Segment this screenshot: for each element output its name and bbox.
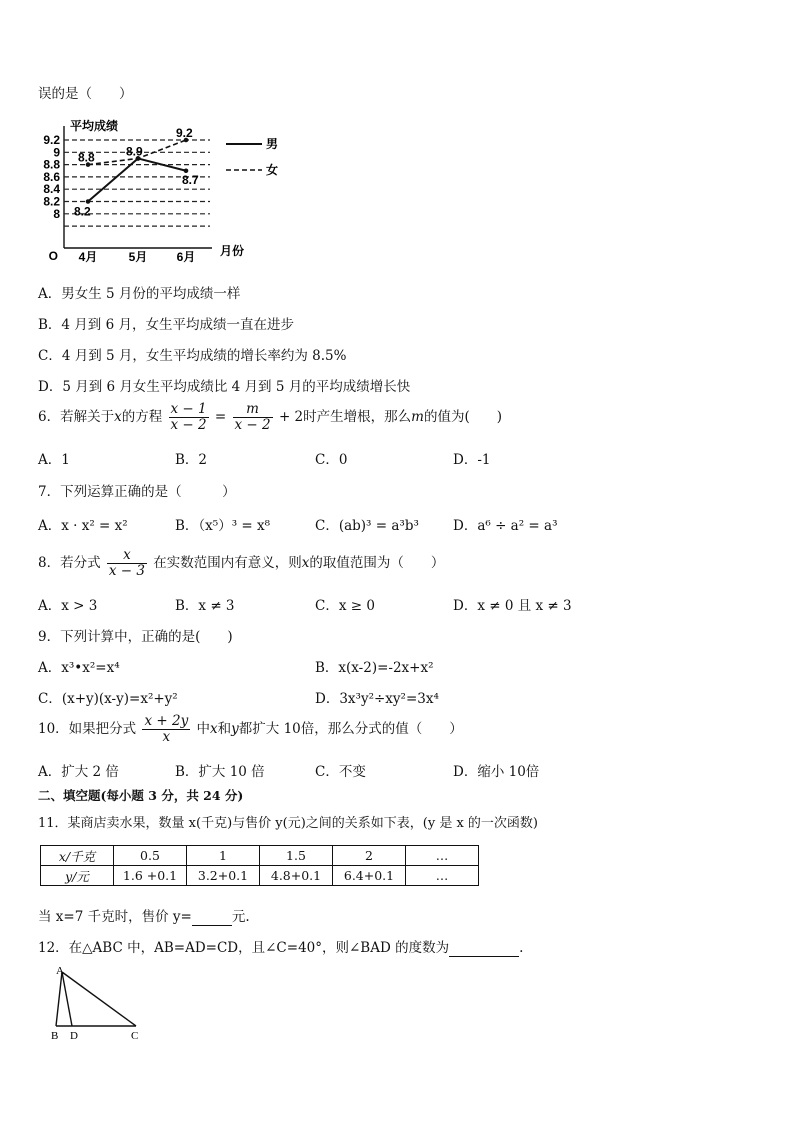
data-point-male — [86, 199, 91, 204]
y-tick-label: 8.2 — [43, 194, 60, 209]
q7-stem: 7．下列运算正确的是（ ） — [38, 484, 236, 500]
y-tick-label: 8.6 — [43, 169, 60, 184]
y-tick-label: 8.4 — [43, 182, 60, 197]
q5-option-a: A．男女生 5 月份的平均成绩一样 — [38, 286, 241, 302]
q5-line-chart — [30, 118, 290, 268]
q11-table — [40, 845, 479, 886]
data-label: 8.9 — [126, 144, 143, 159]
vertex-label-d: D — [70, 1030, 78, 1042]
q5-option-c: C．4 月到 5 月，女生平均成绩的增长率约为 8.5% — [38, 348, 347, 364]
data-label: 8.2 — [74, 204, 91, 219]
y-tick-label: 8 — [53, 206, 60, 221]
q9-stem: 9．下列计算中，正确的是( ) — [38, 629, 233, 645]
vertex-label-b: B — [51, 1030, 59, 1042]
table-row: y/元 1.6 +0.1 3.2+0.1 4.8+0.1 6.4+0.1 … — [41, 866, 479, 886]
q6-stem: 6．若解关于x的方程 $\frac{x - 1}{x - 2}$ = $\frac{m}{x - 2}$ + 2时产生增根，那么m的值为( ) — [38, 401, 502, 433]
vertex-label-c: C — [131, 1030, 139, 1042]
q10-stem: 10．如果把分式 $\frac{x + 2y}{x}$ 中x和y都扩大 10倍，那么分式的值（ ） — [38, 713, 463, 745]
origin-label: O — [48, 249, 58, 263]
x-tick-label: 6月 — [176, 250, 196, 264]
answer-blank — [449, 940, 519, 957]
y-tick-label: 9 — [53, 145, 60, 160]
section-heading: 二、填空题(每小题 3 分，共 24 分) — [38, 788, 244, 803]
legend-label-female: 女 — [266, 163, 279, 177]
q12-triangle-figure — [48, 962, 148, 1046]
y-tick-label: 8.8 — [43, 157, 60, 172]
q8-stem: 8．若分式 $\frac{x}{x - 3}$ 在实数范围内有意义，则x的取值范围为（ ） — [38, 547, 445, 579]
y-axis-label: 平均成绩 — [70, 119, 119, 133]
segment-ac — [62, 972, 136, 1026]
y-tick-label: 9.2 — [43, 133, 60, 147]
q10-fraction: $\frac{x + 2y}{x}$ — [144, 713, 189, 745]
q8-fraction: $\frac{x}{x - 3}$ — [108, 547, 145, 579]
data-label: 9.2 — [176, 126, 193, 140]
segment-ab — [56, 972, 62, 1026]
segment-ad — [62, 972, 72, 1026]
q11-answer: 当 x=7 千克时，售价 y= 元. — [38, 909, 250, 925]
q5-option-b: B．4 月到 6 月，女生平均成绩一直在进步 — [38, 317, 294, 333]
data-label: 8.8 — [78, 150, 95, 165]
x-tick-label: 5月 — [128, 250, 148, 264]
q6-fraction-1: $\frac{x - 1}{x - 2}$ — [170, 401, 207, 433]
x-axis-label: 月份 — [220, 244, 245, 258]
q12-stem: 12．在△ABC 中，AB=AD=CD，且∠C=40°，则∠BAD 的度数为 . — [38, 940, 524, 956]
q11-stem: 11．某商店卖水果，数量 x(千克)与售价 y(元)之间的关系如下表，(y 是 x 的一次函数) — [38, 816, 538, 831]
vertex-label-a: A — [56, 965, 64, 977]
data-label: 8.7 — [182, 172, 199, 187]
answer-blank — [192, 909, 232, 926]
legend-label-male: 男 — [266, 137, 279, 151]
x-tick-label: 4月 — [78, 250, 98, 264]
q5-stem-tail: 误的是（ ） — [38, 86, 133, 102]
q5-option-d: D．5 月到 6 月女生平均成绩比 4 月到 5 月的平均成绩增长快 — [38, 379, 411, 395]
q6-fraction-2: $\frac{m}{x - 2}$ — [234, 401, 271, 433]
table-row: x/千克 0.5 1 1.5 2 … — [41, 846, 479, 866]
